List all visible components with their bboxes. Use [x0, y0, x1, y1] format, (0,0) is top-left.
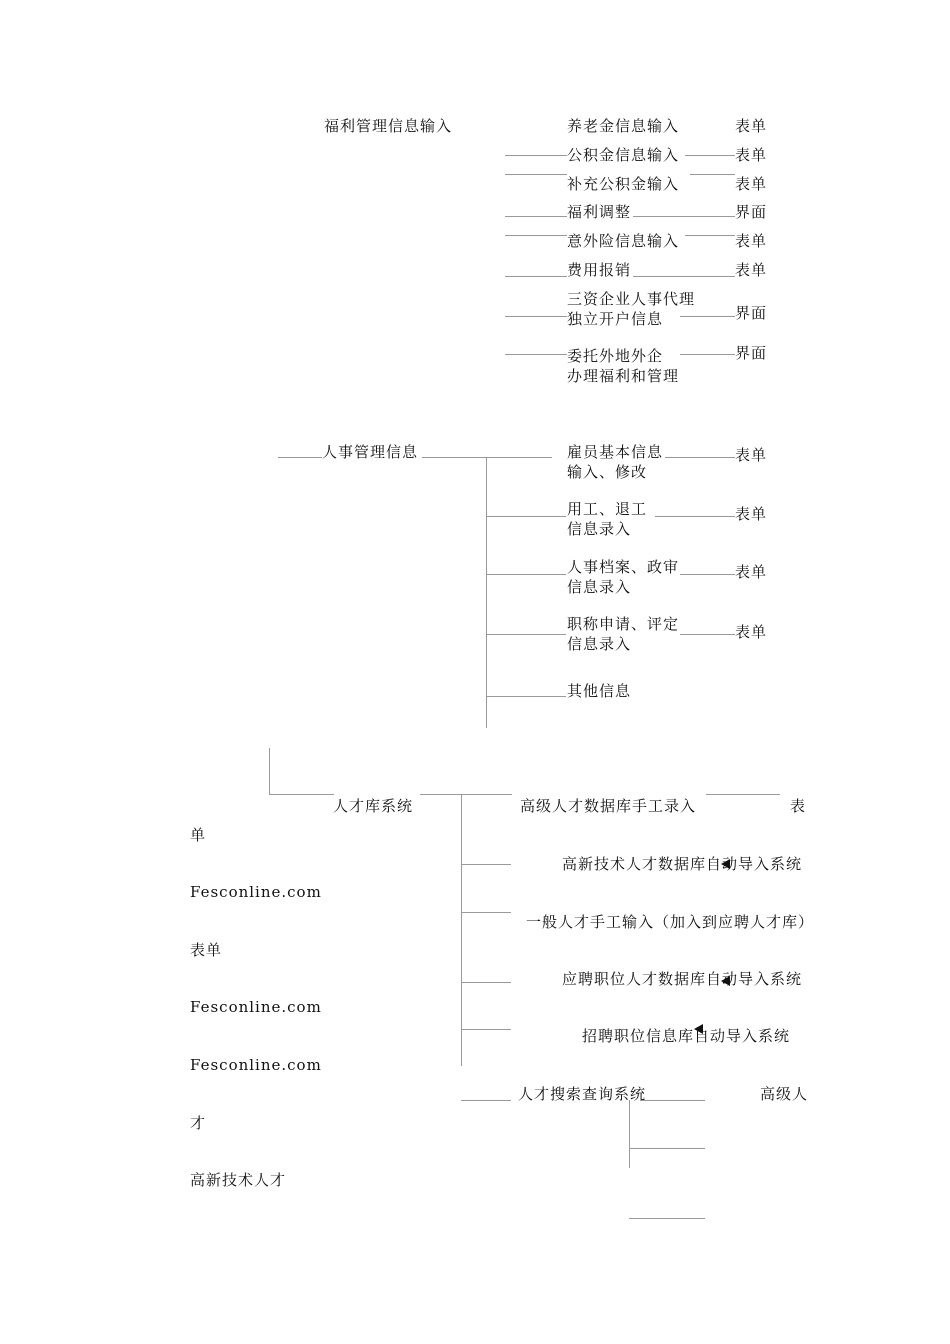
welfare-type-entrusted: 界面 [735, 344, 768, 362]
connector-line [680, 354, 735, 355]
left-text-hitech-talent: 高新技术人才 [190, 1171, 287, 1189]
connector-line [633, 216, 735, 217]
connector-line [486, 696, 566, 697]
connector-line [505, 354, 567, 355]
talent-item-general-manual: 一般人才手工输入（加入到应聘人才库） [526, 913, 815, 931]
connector-line [420, 794, 512, 795]
connector-line [461, 1100, 511, 1101]
talent-search-item-senior: 高级人 [760, 1085, 809, 1103]
connector-line [505, 276, 567, 277]
welfare-item-housing-fund: 公积金信息输入 [567, 146, 680, 164]
welfare-title: 福利管理信息输入 [324, 117, 453, 135]
talent-item-recruit-import: 招聘职位信息库自动导入系统 [582, 1027, 791, 1045]
arrow-left-icon [721, 859, 730, 869]
label-line: 人事档案、政审 [567, 558, 680, 576]
connector-line [505, 216, 567, 217]
connector-line [461, 982, 511, 983]
connector-line [461, 912, 511, 913]
left-text-fesconline: Fesconline.com [190, 998, 322, 1016]
welfare-type-housing-fund: 表单 [735, 146, 768, 164]
arrow-left-icon [694, 1024, 703, 1034]
welfare-item-adjustment: 福利调整 [567, 203, 632, 221]
welfare-item-expense: 费用报销 [567, 261, 632, 279]
connector-line [680, 316, 735, 317]
talent-item-applicant-import: 应聘职位人才数据库自动导入系统 [562, 970, 803, 988]
left-text-fesconline: Fesconline.com [190, 883, 322, 901]
connector-line [486, 574, 566, 575]
personnel-type-employment: 表单 [735, 505, 768, 523]
welfare-type-joint-venture: 界面 [735, 304, 768, 322]
welfare-item-supplement-fund: 补充公积金输入 [567, 175, 680, 193]
connector-line [640, 1100, 705, 1101]
connector-line [278, 457, 322, 458]
connector-line [680, 574, 735, 575]
personnel-type-title-apply: 表单 [735, 623, 768, 641]
left-text-form: 表单 [190, 941, 223, 959]
connector-line [505, 316, 567, 317]
connector-line [486, 516, 566, 517]
personnel-item-basic [567, 442, 663, 482]
label-line: 雇员基本信息 [567, 443, 664, 461]
connector-line [461, 1029, 511, 1030]
talent-search-title: 人才搜索查询系统 [518, 1085, 647, 1103]
label-line: 用工、退工 [567, 500, 648, 518]
arrow-left-icon [721, 976, 730, 986]
label-line: 输入、修改 [567, 463, 648, 481]
label-line: 独立开户信息 [567, 310, 664, 328]
welfare-item-entrusted [567, 346, 679, 386]
talent-item-hitech-import: 高新技术人才数据库自动导入系统 [562, 855, 803, 873]
talent-title: 人才库系统 [333, 797, 414, 815]
connector-line [665, 457, 735, 458]
talent-item-senior-suffix: 表 [790, 797, 807, 815]
label-line: 三资企业人事代理 [567, 290, 696, 308]
welfare-type-pension: 表单 [735, 117, 768, 135]
connector-line [629, 1148, 705, 1149]
personnel-type-archive: 表单 [735, 563, 768, 581]
left-text-cai: 才 [190, 1114, 207, 1132]
connector-line [461, 864, 511, 865]
personnel-item-other: 其他信息 [567, 682, 632, 700]
welfare-type-expense: 表单 [735, 261, 768, 279]
label-line: 职称申请、评定 [567, 615, 680, 633]
talent-search-trunk-line [629, 1100, 630, 1168]
connector-line [505, 155, 567, 156]
left-text-dan: 单 [190, 826, 207, 844]
connector-line [629, 1218, 705, 1219]
connector-line [633, 276, 735, 277]
label-line: 委托外地外企 [567, 347, 664, 365]
label-line: 办理福利和管理 [567, 367, 680, 385]
connector-line [486, 634, 566, 635]
connector-line [680, 634, 735, 635]
connector-line [685, 155, 735, 156]
welfare-item-pension: 养老金信息输入 [567, 117, 680, 135]
connector-line [706, 794, 780, 795]
label-line: 信息录入 [567, 635, 632, 653]
personnel-item-title-apply [567, 614, 679, 654]
left-text-fesconline: Fesconline.com [190, 1056, 322, 1074]
personnel-trunk-line [486, 457, 487, 728]
welfare-type-adjustment: 界面 [735, 203, 768, 221]
label-line: 信息录入 [567, 578, 632, 596]
connector-line [685, 235, 735, 236]
welfare-type-supplement-fund: 表单 [735, 175, 768, 193]
personnel-item-archive [567, 557, 679, 597]
welfare-item-accident: 意外险信息输入 [567, 232, 680, 250]
connector-line [690, 174, 735, 175]
connector-line [505, 235, 567, 236]
talent-root-line [269, 748, 270, 794]
welfare-item-joint-venture [567, 289, 695, 329]
connector-line [505, 174, 567, 175]
connector-line [655, 516, 735, 517]
label-line: 信息录入 [567, 520, 632, 538]
welfare-type-accident: 表单 [735, 232, 768, 250]
personnel-title: 人事管理信息 [322, 443, 419, 461]
personnel-type-basic: 表单 [735, 446, 768, 464]
talent-trunk-line [461, 794, 462, 1066]
personnel-item-employment [567, 499, 647, 539]
connector-line [269, 794, 334, 795]
connector-line [422, 457, 552, 458]
talent-item-senior-manual: 高级人才数据库手工录入 [520, 797, 697, 815]
